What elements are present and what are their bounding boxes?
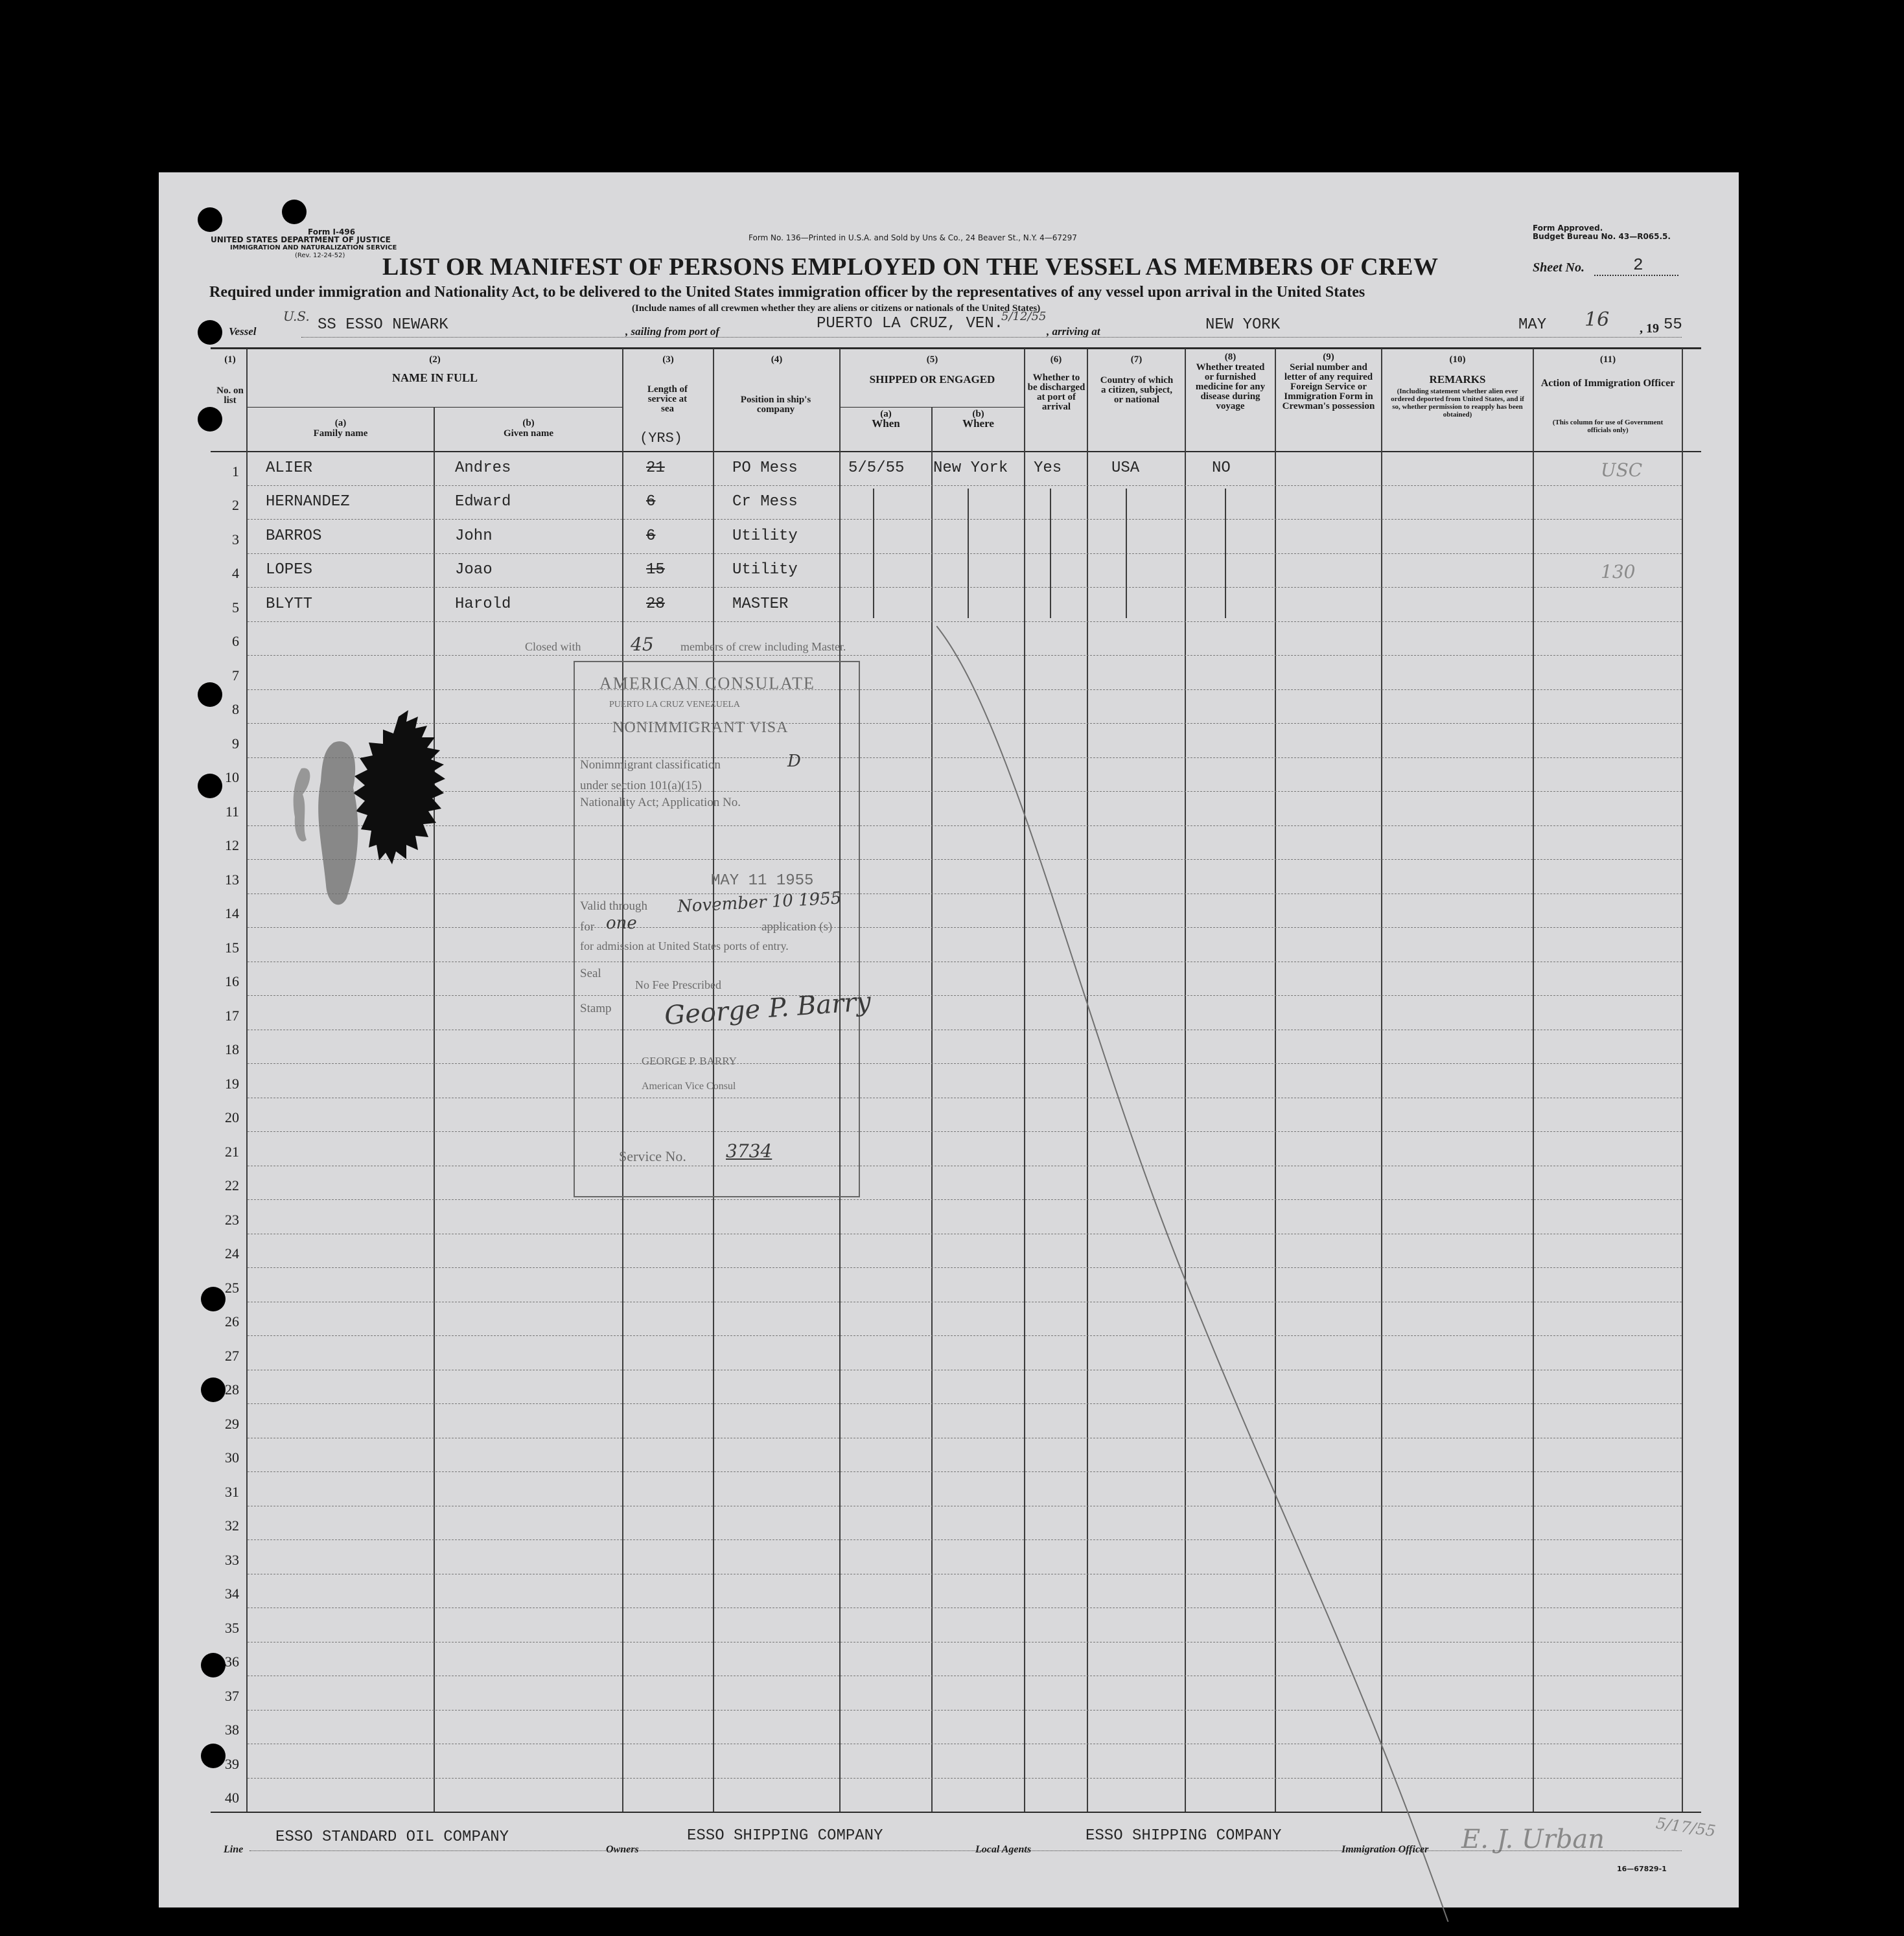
officer-date: 5/17/55 (1654, 1814, 1717, 1841)
punch-hole (198, 207, 222, 232)
dept-line3: (Rev. 12-24-52) (295, 252, 345, 259)
ditto-line (968, 489, 969, 618)
stamp-fee: No Fee Prescribed (635, 978, 721, 991)
crew-given-name: Edward (455, 493, 511, 511)
row-number: 27 (225, 1347, 239, 1364)
print-code: 16—67829-1 (1617, 1865, 1667, 1873)
sailing-port: PUERTO LA CRUZ, VEN. (817, 315, 1004, 332)
col2-label: NAME IN FULL (391, 371, 478, 384)
crew-family-name: HERNANDEZ (266, 493, 350, 511)
crew-given-name: Harold (455, 595, 511, 613)
crew-years-service: 15 (646, 561, 665, 579)
crew-years-service: 28 (646, 595, 665, 613)
ditto-line (873, 489, 874, 618)
name-header-rule (248, 407, 622, 408)
row-number: 8 (232, 701, 239, 717)
closed-with-prefix: Closed with (525, 640, 581, 653)
footer-line-label: Line (224, 1844, 244, 1855)
row-number: 15 (225, 939, 239, 956)
col11-sub: (This column for use of Government officials only) (1552, 419, 1664, 434)
footer-agents-label: Local Agents (975, 1844, 1032, 1855)
row-number: 2 (232, 497, 239, 513)
col2a-label: Family name (313, 428, 368, 439)
dept-line2: IMMIGRATION AND NATURALIZATION SERVICE (230, 244, 397, 251)
row-number: 36 (225, 1654, 239, 1670)
crew-years-service: 6 (646, 527, 656, 545)
sailing-port-handwritten: 5/12/55 (1001, 310, 1047, 323)
row-number: 1 (232, 463, 239, 479)
consul-signature: George P. Barry (663, 986, 872, 1031)
approved-line1: Form Approved. (1533, 224, 1603, 233)
ditto-line (1050, 489, 1051, 618)
consul-name: GEORGE P. BARRY (642, 1055, 737, 1067)
crew-position: Utility (732, 561, 798, 579)
col3-years-unit: (YRS) (640, 430, 683, 446)
col9-label: Serial number and letter of any required Foreign Service or Immigration Form in Crewman's possession (1282, 362, 1375, 411)
ditto-line (1225, 489, 1226, 618)
printer-line: Form No. 136—Printed in U.S.A. and Sold by Uns & Co., 24 Beaver St., N.Y. 4—67297 (749, 233, 1077, 242)
col7-num: (7) (1130, 354, 1143, 365)
punch-hole (198, 407, 222, 432)
footer-owners: ESSO SHIPPING COMPANY (687, 1827, 883, 1845)
row-number: 37 (225, 1687, 239, 1704)
manifest-page (159, 172, 1739, 1907)
col-line (246, 349, 248, 1812)
stamp-classification-label: Nonimmigrant classification (580, 758, 721, 772)
col4-label: Position in ship's company (740, 395, 811, 415)
col6-label: Whether to be discharged at port of arrival (1027, 373, 1086, 412)
crew-position: Cr Mess (732, 493, 798, 511)
include-note: (Include names of all crewmen whether they are aliens or citizens or nationals of the United States) (632, 303, 1041, 314)
crew-family-name: LOPES (266, 561, 313, 579)
row-number: 20 (225, 1109, 239, 1125)
row-number: 30 (225, 1449, 239, 1466)
col-line (1533, 349, 1534, 1812)
stamp-location: PUERTO LA CRUZ VENEZUELA (609, 700, 741, 709)
row-number: 17 (225, 1007, 239, 1024)
stamp-classification: D (787, 752, 801, 771)
vessel-label: Vessel (229, 325, 257, 338)
shipped-header-rule (841, 407, 1025, 408)
consul-title: American Vice Consul (642, 1081, 736, 1092)
crew-position: MASTER (732, 595, 789, 613)
crew-shipped-where: New York (933, 459, 1008, 477)
stamp-applications: one (606, 914, 637, 933)
row-number: 7 (232, 667, 239, 684)
row-number: 26 (225, 1313, 239, 1330)
dept-line1: UNITED STATES DEPARTMENT OF JUSTICE (211, 235, 391, 244)
col2-num: (2) (429, 354, 441, 365)
row-rule (248, 519, 1682, 520)
footer-owners-label: Owners (606, 1844, 639, 1855)
col5a-num: (a) (880, 409, 892, 419)
vessel-name: SS ESSO NEWARK (318, 316, 448, 334)
row-number: 22 (225, 1177, 239, 1193)
crew-treated: NO (1212, 459, 1231, 477)
closed-with-count: 45 (631, 634, 654, 655)
crew-immigration-action: 130 (1601, 561, 1636, 582)
col11-num: (11) (1599, 354, 1616, 365)
col2b-num: (b) (522, 418, 535, 428)
stamp-valid-through: November 10 1955 (677, 888, 842, 917)
row-number: 16 (225, 973, 239, 989)
row-rule (248, 587, 1682, 588)
row-rule (248, 621, 1682, 623)
row-number: 5 (232, 599, 239, 616)
stamp-section-label: under section 101(a)(15) (580, 779, 702, 792)
col10-label: REMARKS (1429, 373, 1486, 386)
punch-hole (282, 200, 307, 224)
cancellation-line (936, 626, 1520, 1922)
stamp-act-label: Nationality Act; Application No. (580, 796, 741, 809)
sheet-number-line (1594, 275, 1678, 276)
row-number: 34 (225, 1585, 239, 1602)
crew-family-name: BLYTT (266, 595, 313, 613)
year-suffix: 55 (1664, 316, 1682, 334)
crew-position: Utility (732, 527, 798, 545)
col2b-label: Given name (503, 428, 554, 439)
stamp-consulate: AMERICAN CONSULATE (599, 674, 815, 693)
footer-officer-label: Immigration Officer (1341, 1844, 1429, 1855)
col2a-num: (a) (334, 418, 347, 428)
col7-label: Country of which a citizen, subject, or national (1100, 375, 1174, 405)
crew-given-name: John (455, 527, 493, 545)
crew-years-service: 21 (646, 459, 665, 477)
col5a-label: When (872, 417, 900, 430)
footer-line: ESSO STANDARD OIL COMPANY (275, 1828, 509, 1846)
form-title: LIST OR MANIFEST OF PERSONS EMPLOYED ON THE VESSEL AS MEMBERS OF CREW (382, 253, 1439, 281)
crew-given-name: Andres (455, 459, 511, 477)
row-number: 10 (225, 769, 239, 785)
year-prefix: , 19 (1640, 321, 1659, 336)
vessel-underline (301, 337, 1682, 338)
row-number: 23 (225, 1211, 239, 1228)
table-top-rule (211, 347, 1701, 349)
col3-num: (3) (662, 354, 674, 365)
footer-agents: ESSO SHIPPING COMPANY (1086, 1827, 1282, 1845)
col1-label: No. on list (216, 386, 244, 406)
stamp-date: MAY 11 1955 (711, 872, 814, 890)
footer-underline (250, 1850, 1682, 1851)
row-number: 6 (232, 633, 239, 649)
row-rule (248, 553, 1682, 555)
col-line (931, 407, 933, 1812)
arrival-month: MAY (1518, 316, 1547, 334)
col6-num: (6) (1050, 354, 1062, 365)
crew-country: USA (1111, 459, 1140, 477)
ditto-line (1126, 489, 1127, 618)
punch-hole (198, 320, 222, 345)
approved-line2: Budget Bureau No. 43—R065.5. (1533, 232, 1671, 241)
row-number: 19 (225, 1075, 239, 1092)
stamp-seal-label: Seal (580, 967, 601, 980)
stamp-valid-label: Valid through (580, 899, 647, 913)
form-number-left: Form I-496 (308, 227, 356, 236)
col-line (434, 407, 435, 1812)
crew-family-name: ALIER (266, 459, 313, 477)
vessel-handwritten: U.S. (283, 308, 310, 324)
row-number: 9 (232, 735, 239, 752)
col4-num: (4) (771, 354, 783, 365)
col11-label: Action of Immigration Officer (1540, 378, 1675, 389)
arriving-port: NEW YORK (1205, 316, 1281, 334)
crew-years-service: 6 (646, 493, 656, 511)
stamp-stamp-label: Stamp (580, 1002, 612, 1015)
col5b-label: Where (962, 417, 994, 430)
row-number: 24 (225, 1245, 239, 1262)
col-line (1682, 349, 1683, 1812)
col1-num: (1) (224, 354, 236, 365)
col10-sub: (Including statement whether alien ever ordered deported from United States, and if so, whether permission to reapply has been obtained) (1391, 387, 1524, 419)
col3-label: Length of service at sea (647, 384, 688, 414)
crew-given-name: Joao (455, 561, 493, 579)
col9-num: (9) (1323, 352, 1334, 362)
form-subtitle: Required under immigration and Nationality Act, to be delivered to the United States immigration officer by the representatives of any vessel upon arrival in the United States (209, 284, 1365, 301)
officer-signature: E. J. Urban (1461, 1825, 1605, 1854)
row-number: 38 (225, 1722, 239, 1738)
col5-num: (5) (926, 354, 938, 365)
row-number: 35 (225, 1619, 239, 1636)
row-number: 28 (225, 1381, 239, 1398)
col5b-num: (b) (972, 409, 984, 419)
service-label: Service No. (619, 1148, 686, 1164)
stamp-applications-label: application (s) (761, 920, 833, 934)
col10-num: (10) (1449, 354, 1466, 365)
row-number: 14 (225, 905, 239, 921)
stamp-for-label: for (580, 920, 595, 934)
row-number: 4 (232, 565, 239, 581)
stamp-visa: NONIMMIGRANT VISA (612, 719, 789, 736)
row-number: 29 (225, 1415, 239, 1432)
row-number: 13 (225, 871, 239, 888)
arriving-label: , arriving at (1047, 325, 1100, 338)
row-number: 18 (225, 1041, 239, 1057)
service-number: 3734 (726, 1140, 772, 1162)
row-number: 3 (232, 531, 239, 547)
stamp-admission: for admission at United States ports of entry. (580, 939, 789, 952)
row-number: 11 (225, 803, 239, 820)
arrival-day: 16 (1585, 308, 1610, 331)
row-number: 39 (225, 1755, 239, 1772)
crew-shipped-when: 5/5/55 (848, 459, 905, 477)
crew-discharged: Yes (1034, 459, 1062, 477)
col8-label: Whether treated or furnished medicine for any disease during voyage (1195, 362, 1266, 411)
crew-family-name: BARROS (266, 527, 322, 545)
col8-num: (8) (1224, 352, 1236, 362)
sheet-number: 2 (1633, 255, 1643, 275)
crew-position: PO Mess (732, 459, 798, 477)
row-number: 33 (225, 1551, 239, 1568)
row-rule (248, 485, 1682, 487)
sheet-label: Sheet No. (1533, 260, 1585, 275)
row-number: 32 (225, 1517, 239, 1534)
row-number: 12 (225, 837, 239, 853)
row-number: 40 (225, 1790, 239, 1806)
sailing-label: , sailing from port of (625, 325, 719, 338)
crew-immigration-action: USC (1601, 459, 1643, 481)
col5-label: SHIPPED OR ENGAGED (869, 373, 995, 386)
row-number: 21 (225, 1143, 239, 1160)
seal-smudge (288, 704, 483, 937)
closed-with-suffix: members of crew including Master. (680, 640, 846, 653)
row-number: 31 (225, 1483, 239, 1500)
row-number: 25 (225, 1279, 239, 1296)
